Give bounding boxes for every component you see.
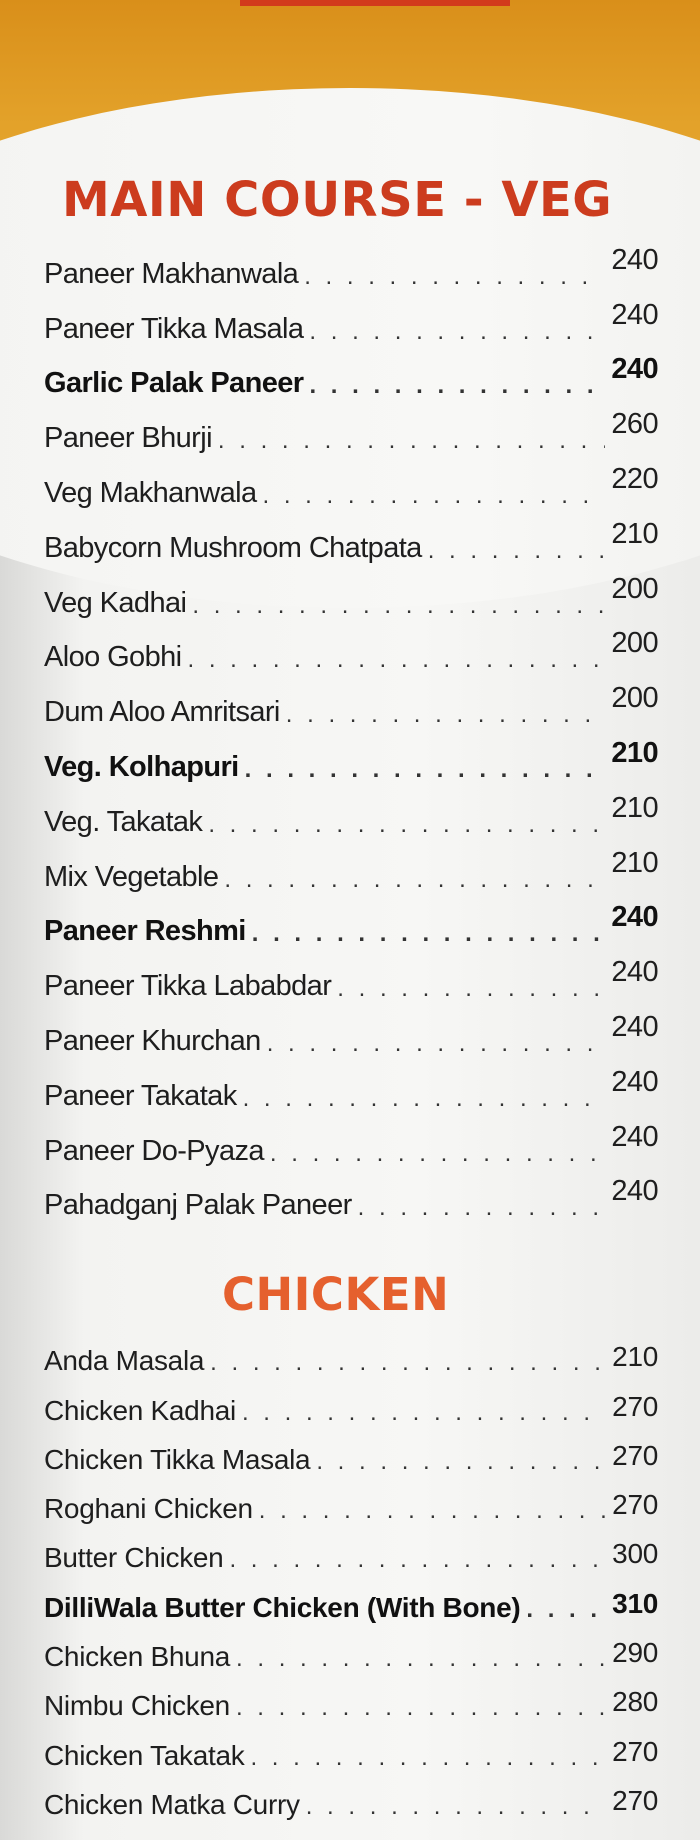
menu-item: [44, 236, 658, 291]
menu-item-name: Chicken Bhuna: [44, 1641, 231, 1673]
menu-item-price: 270: [612, 1439, 658, 1471]
menu-item-name: Mix Vegetable: [44, 860, 219, 893]
section-title-main-course-veg: MAIN COURSE - VEG: [62, 172, 613, 228]
menu-item: [44, 1624, 658, 1673]
dot-leader: [250, 1744, 606, 1772]
dot-leader: [267, 1030, 606, 1058]
menu-item: [44, 1377, 658, 1426]
menu-item-name: Veg. Kolhapuri: [44, 750, 239, 783]
menu-item: [44, 1427, 658, 1476]
menu-item-price: 200: [611, 682, 658, 715]
menu-item: [44, 1003, 658, 1058]
dot-leader: [218, 427, 605, 455]
menu-item-name: Roghani Chicken: [44, 1493, 253, 1525]
dot-leader: [262, 482, 605, 510]
menu-item-price: 240: [611, 956, 658, 989]
dot-leader: [210, 1349, 606, 1377]
menu-item-price: 210: [612, 1341, 658, 1373]
menu-item-name: Anda Masala: [44, 1345, 205, 1377]
dot-leader: [286, 701, 606, 729]
dot-leader: [188, 646, 606, 674]
menu-item-name: Chicken Kadhai: [44, 1394, 236, 1426]
menu-item-name: Chicken Tikka Masala: [44, 1443, 311, 1475]
menu-item-price: 210: [611, 846, 658, 879]
menu-item-name: Babycorn Mushroom Chatpata: [44, 531, 422, 564]
dot-leader: [192, 592, 605, 620]
menu-item: [44, 565, 658, 620]
menu-item-name: Chicken Matka Curry: [44, 1788, 300, 1820]
menu-item: [44, 948, 658, 1003]
dot-leader: [306, 1793, 606, 1821]
dot-leader: [270, 1140, 606, 1168]
dot-leader: [236, 1645, 606, 1673]
menu-item: [44, 291, 658, 346]
menu-item-price: 240: [611, 353, 658, 386]
menu-item-name: Nimbu Chicken: [44, 1690, 230, 1722]
top-red-strip: [240, 0, 510, 6]
menu-item-price: 240: [611, 1010, 658, 1043]
menu-item: [44, 1574, 658, 1623]
dot-leader: [236, 1694, 606, 1722]
menu-item-price: 210: [611, 517, 658, 550]
menu-item: [44, 1328, 658, 1377]
menu-item-price: 200: [611, 572, 658, 605]
menu-item-name: Paneer Do-Pyaza: [44, 1134, 264, 1167]
menu-item-name: Veg Kadhai: [44, 586, 187, 619]
menu-item-price: 310: [612, 1587, 658, 1619]
menu-item: [44, 674, 658, 729]
menu-item-name: Paneer Takatak: [44, 1079, 237, 1112]
menu-item-price: 200: [611, 627, 658, 660]
dot-leader: [304, 263, 605, 291]
menu-item-name: Veg. Takatak: [44, 805, 203, 838]
menu-item-name: Paneer Bhurji: [44, 422, 212, 455]
menu-item-price: 240: [611, 1175, 658, 1208]
dot-leader: [208, 811, 605, 839]
menu-item: [44, 510, 658, 565]
menu-item-name: Garlic Palak Paneer: [44, 367, 304, 400]
menu-item-price: 240: [611, 1065, 658, 1098]
menu-item-name: Paneer Tikka Masala: [44, 312, 304, 345]
menu-item: [44, 400, 658, 455]
menu-item-price: 240: [611, 243, 658, 276]
menu-item-price: 240: [611, 298, 658, 331]
veg-menu-list: [44, 236, 658, 1222]
dot-leader: [243, 1085, 606, 1113]
menu-item-price: 270: [612, 1489, 658, 1521]
dot-leader: [229, 1546, 606, 1574]
menu-item: [44, 455, 658, 510]
dot-leader: [526, 1596, 606, 1624]
dot-leader: [252, 920, 606, 948]
menu-item: [44, 1476, 658, 1525]
menu-item: [44, 1525, 658, 1574]
menu-item: [44, 784, 658, 839]
menu-item-name: Paneer Khurchan: [44, 1024, 261, 1057]
menu-item: [44, 1772, 658, 1821]
menu-item-price: 210: [611, 736, 658, 769]
menu-item-name: Paneer Reshmi: [44, 915, 246, 948]
menu-item-price: 240: [611, 901, 658, 934]
menu-item: [44, 1168, 658, 1223]
menu-item: [44, 620, 658, 675]
dot-leader: [309, 372, 605, 400]
menu-item-price: 300: [612, 1538, 658, 1570]
dot-leader: [316, 1448, 606, 1476]
dot-leader: [337, 975, 605, 1003]
dot-leader: [358, 1194, 606, 1222]
menu-item-name: Butter Chicken: [44, 1542, 224, 1574]
menu-item: [44, 839, 658, 894]
menu-item: [44, 894, 658, 949]
section-title-chicken: CHICKEN: [222, 1268, 450, 1321]
menu-item-name: Pahadganj Palak Paneer: [44, 1189, 352, 1222]
menu-item: [44, 1113, 658, 1168]
menu-item-price: 220: [611, 462, 658, 495]
dot-leader: [245, 756, 606, 784]
menu-item-price: 210: [611, 791, 658, 824]
menu-item-price: 280: [612, 1686, 658, 1718]
menu-item-price: 290: [612, 1637, 658, 1669]
menu-item: [44, 1058, 658, 1113]
menu-item-price: 270: [612, 1784, 658, 1816]
dot-leader: [242, 1399, 606, 1427]
menu-item-price: 270: [612, 1390, 658, 1422]
menu-item: [44, 1722, 658, 1771]
menu-item-name: Paneer Tikka Lababdar: [44, 970, 332, 1003]
dot-leader: [259, 1497, 606, 1525]
menu-item: [44, 346, 658, 401]
dot-leader: [309, 318, 605, 346]
chicken-menu-list: [44, 1328, 658, 1821]
menu-item: [44, 729, 658, 784]
menu-item-price: 270: [612, 1735, 658, 1767]
menu-item-name: Veg Makhanwala: [44, 476, 257, 509]
menu-item-name: Paneer Makhanwala: [44, 257, 299, 290]
dot-leader: [224, 866, 605, 894]
menu-item-price: 260: [611, 408, 658, 441]
menu-item-name: Chicken Takatak: [44, 1739, 245, 1771]
menu-item-name: DilliWala Butter Chicken (With Bone): [44, 1591, 521, 1623]
dot-leader: [428, 537, 606, 565]
menu-item: [44, 1673, 658, 1722]
menu-item-price: 240: [611, 1120, 658, 1153]
menu-item-name: Aloo Gobhi: [44, 641, 182, 674]
menu-item-name: Dum Aloo Amritsari: [44, 696, 280, 729]
